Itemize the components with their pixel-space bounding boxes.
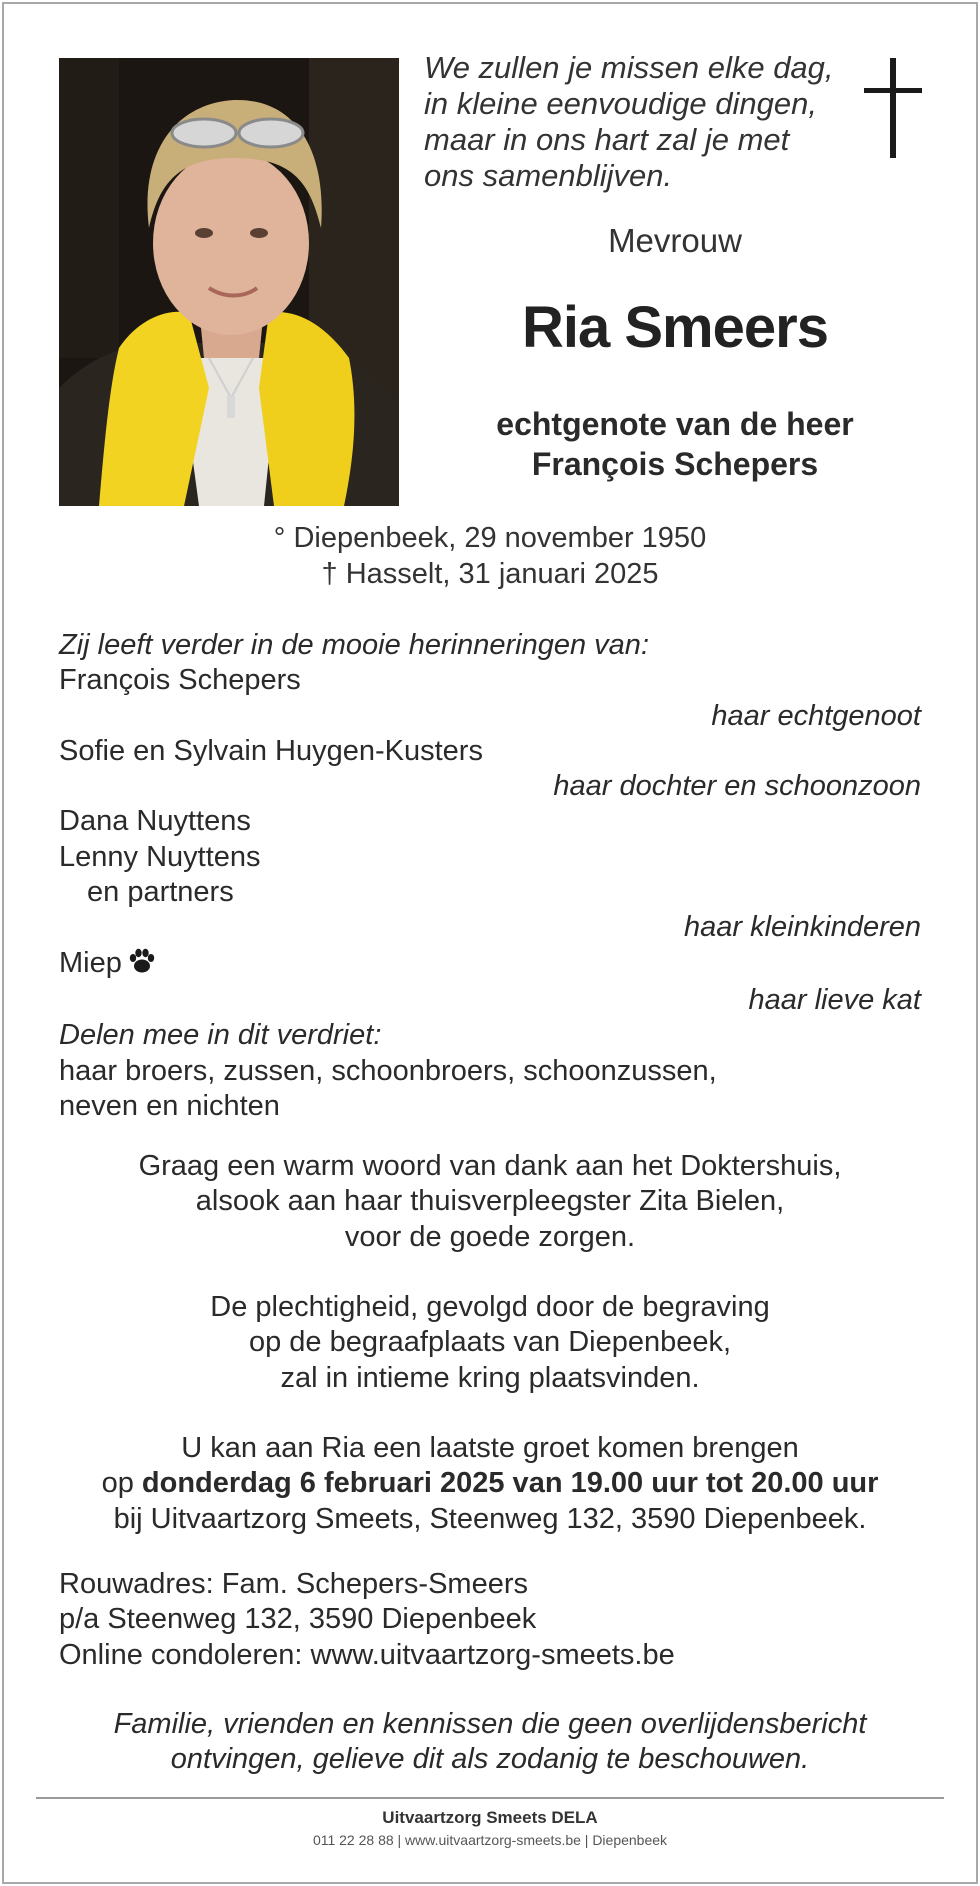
footer-divider <box>36 1797 944 1799</box>
address-block <box>59 1567 921 1673</box>
visit-date-line <box>30 1466 950 1501</box>
footer-contact: 011 22 28 88 | www.uitvaartzorg-smeets.be | Diepenbeek <box>312 1832 668 1848</box>
ceremony-paragraph <box>30 1290 950 1396</box>
thanks-paragraph <box>30 1149 950 1255</box>
visit-paragraph <box>30 1431 950 1537</box>
survivor-name: François Schepers <box>59 664 301 697</box>
relatives-line: neven en nichten <box>59 1089 280 1122</box>
birth-date: ° Diepenbeek, 29 november 1950 <box>273 522 707 554</box>
thanks-line: Graag een warm woord van dank aan het Doktershuis, <box>138 1150 842 1182</box>
poem-line: We zullen je missen elke dag, <box>424 50 834 85</box>
thanks-line: voor de goede zorgen. <box>344 1220 636 1253</box>
spouse-line: echtgenote van de heer <box>496 406 854 442</box>
portrait-photo <box>59 58 399 506</box>
cat-line <box>59 946 921 983</box>
deceased-name: Ria Smeers <box>522 295 828 360</box>
visit-prefix: op <box>101 1467 134 1500</box>
cross-icon <box>864 58 922 160</box>
grief-intro: Delen mee in dit verdriet: <box>59 1019 382 1052</box>
survivor-name: Lenny Nuyttens <box>59 840 261 873</box>
closing-note <box>30 1707 950 1778</box>
poem-line: ons samenblijven. <box>424 158 673 193</box>
footer-company: Uitvaartzorg Smeets DELA <box>382 1808 598 1827</box>
visit-date: donderdag 6 februari 2025 van 19.00 uur tot 20.00 uur <box>141 1467 879 1500</box>
address-line: Rouwadres: Fam. Schepers-Smeers <box>59 1568 528 1600</box>
portrait-illustration <box>59 58 399 506</box>
survivor-role: haar echtgenoot <box>711 699 921 732</box>
address-line: p/a Steenweg 132, 3590 Diepenbeek <box>59 1603 537 1636</box>
survivor-name: Dana Nuyttens <box>59 805 251 838</box>
visit-line: U kan aan Ria een laatste groet komen brengen <box>181 1432 799 1464</box>
spouse-name: François Schepers <box>531 446 819 482</box>
spouse-info <box>440 404 910 484</box>
ceremony-line: De plechtigheid, gevolgd door de begraving <box>210 1291 770 1323</box>
survivor-name: Sofie en Sylvain Huygen-Kusters <box>59 734 483 767</box>
poem <box>424 50 844 194</box>
closing-line: ontvingen, gelieve dit als zodanig te beschouwen. <box>170 1743 810 1776</box>
relatives-line: haar broers, zussen, schoonbroers, schoonzussen, <box>59 1054 717 1087</box>
visit-location: bij Uitvaartzorg Smeets, Steenweg 132, 3590 Diepenbeek. <box>113 1502 867 1535</box>
survivor-role: haar kleinkinderen <box>684 911 921 944</box>
ceremony-line: op de begraafplaats van Diepenbeek, <box>248 1326 732 1359</box>
honorific: Mevrouw <box>608 222 742 259</box>
death-date: † Hasselt, 31 januari 2025 <box>321 558 659 590</box>
poem-line: maar in ons hart zal je met <box>424 122 790 157</box>
survivor-role: haar lieve kat <box>748 983 921 1016</box>
survivor-partners: en partners <box>87 876 234 909</box>
survivors-intro: Zij leeft verder in de mooie herinneringen van: <box>59 629 649 661</box>
poem-line: in kleine eenvoudige dingen, <box>424 86 817 121</box>
thanks-line: alsook aan haar thuisverpleegster Zita Bielen, <box>195 1185 785 1218</box>
cat-name: Miep <box>59 946 122 979</box>
life-dates <box>0 520 980 592</box>
closing-line: Familie, vrienden en kennissen die geen overlijdensbericht <box>113 1708 867 1740</box>
survivors-list <box>59 628 921 1124</box>
condolence-link[interactable]: Online condoleren: www.uitvaartzorg-smeets.be <box>59 1638 675 1671</box>
survivor-role: haar dochter en schoonzoon <box>553 770 921 803</box>
paw-icon <box>128 948 156 983</box>
ceremony-line: zal in intieme kring plaatsvinden. <box>280 1361 700 1394</box>
